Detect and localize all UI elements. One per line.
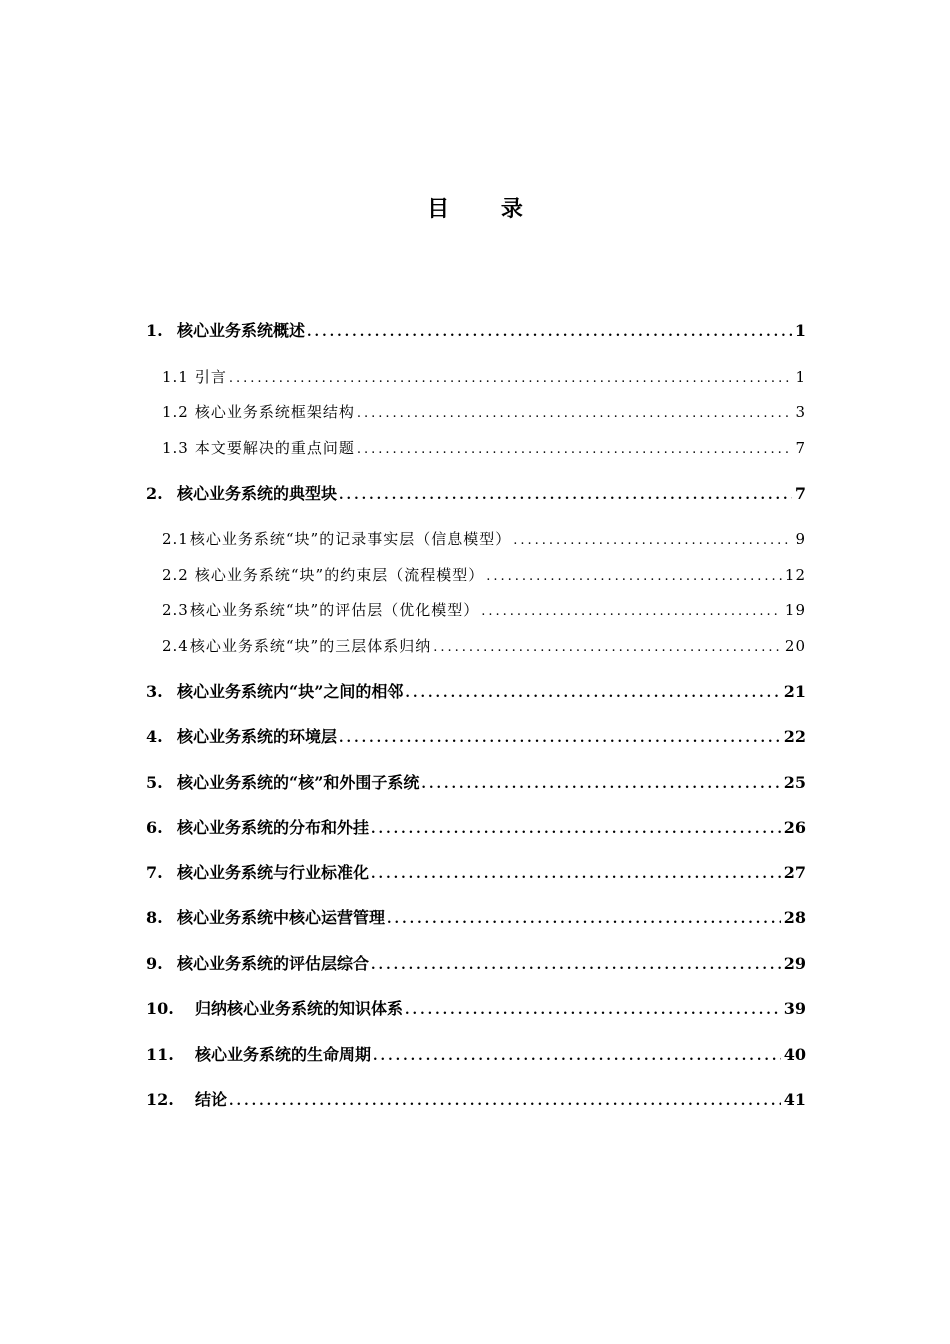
toc-entry-number: 2.1 — [162, 530, 189, 548]
toc-dot-leader — [357, 402, 793, 426]
toc-entry-title: 核心业务系统与行业标准化 — [177, 863, 370, 882]
toc-entry[interactable] — [146, 680, 806, 704]
toc-entry-number: 2. — [146, 484, 163, 503]
toc-entry-title: 核心业务系统“块”的记录事实层（信息模型） — [189, 530, 512, 548]
toc-entry[interactable] — [146, 771, 806, 795]
toc-entry-title: 核心业务系统的生命周期 — [195, 1045, 372, 1064]
toc-entry-title: 本文要解决的重点问题 — [194, 439, 355, 457]
toc-entry-page: 22 — [783, 727, 806, 746]
toc-dot-leader — [405, 682, 780, 706]
toc-entry[interactable] — [146, 997, 806, 1021]
toc-entry[interactable] — [146, 319, 806, 343]
toc-entry-number: 2.2 — [162, 566, 189, 584]
toc-entry[interactable] — [146, 725, 806, 749]
page-title: 目 录 — [427, 196, 545, 222]
toc-entry-page: 20 — [784, 637, 806, 655]
toc-entry-title: 核心业务系统的环境层 — [177, 727, 338, 746]
toc-dot-leader — [371, 954, 781, 978]
toc-entry-page: 21 — [783, 682, 806, 701]
toc-entry-page: 7 — [794, 484, 806, 503]
toc-entry-title: 结论 — [195, 1090, 228, 1109]
toc-entry-number: 2.3 — [162, 601, 189, 619]
toc-entry[interactable] — [146, 952, 806, 976]
toc-subentry[interactable] — [162, 634, 806, 658]
toc-entry-number: 3. — [146, 682, 163, 701]
toc-dot-leader — [229, 367, 793, 391]
toc-entry-number: 1.2 — [162, 403, 189, 421]
toc-entry-title: 核心业务系统的“核”和外围子系统 — [177, 773, 420, 792]
toc-entry-number: 1.3 — [162, 439, 189, 457]
toc-entry-number: 1. — [146, 321, 163, 340]
toc-dot-leader — [387, 908, 781, 932]
toc-subentry[interactable] — [162, 563, 806, 587]
toc-entry-number: 11. — [146, 1045, 174, 1064]
toc-dot-leader — [513, 529, 792, 553]
toc-subentry[interactable] — [162, 527, 806, 551]
toc-entry-page: 27 — [783, 863, 806, 882]
toc-dot-leader — [229, 1090, 781, 1114]
toc-entry-title: 归纳核心业务系统的知识体系 — [195, 999, 404, 1018]
toc-entry-number: 5. — [146, 773, 163, 792]
toc-entry-page: 26 — [783, 818, 806, 837]
toc-entry-number: 6. — [146, 818, 163, 837]
toc-entry-title: 引言 — [194, 368, 227, 386]
toc-dot-leader — [371, 818, 781, 842]
toc-dot-leader — [421, 773, 780, 797]
toc-entry-number: 10. — [146, 999, 174, 1018]
toc-entry-title: 核心业务系统的评估层综合 — [177, 954, 370, 973]
toc-entry-page: 1 — [794, 321, 806, 340]
toc-entry-number: 2.4 — [162, 637, 189, 655]
toc-entry-number: 9. — [146, 954, 163, 973]
toc-entry-number: 1.1 — [162, 368, 189, 386]
toc-entry[interactable] — [146, 816, 806, 840]
toc-entry-page: 25 — [783, 773, 806, 792]
toc-entry[interactable] — [146, 1043, 806, 1067]
toc-entry-page: 28 — [783, 908, 806, 927]
toc-dot-leader — [481, 600, 782, 624]
toc-entry-title: 核心业务系统的分布和外挂 — [177, 818, 370, 837]
toc-entry-number: 8. — [146, 908, 163, 927]
toc-entry-title: 核心业务系统框架结构 — [194, 403, 355, 421]
toc-subentry[interactable] — [162, 598, 806, 622]
toc-subentry[interactable] — [162, 400, 806, 424]
toc-dot-leader — [371, 863, 781, 887]
toc-entry-title: 核心业务系统“块”的三层体系归纳 — [189, 637, 432, 655]
toc-entry-title: 核心业务系统内“块”之间的相邻 — [177, 682, 404, 701]
toc-subentry[interactable] — [162, 436, 806, 460]
toc-entry[interactable] — [146, 906, 806, 930]
toc-entry[interactable] — [146, 1088, 806, 1112]
toc-entry-page: 3 — [795, 403, 806, 421]
toc-entry-page: 1 — [795, 368, 806, 386]
toc-entry-number: 4. — [146, 727, 163, 746]
toc-entry-title: 核心业务系统概述 — [177, 321, 306, 340]
toc-entry-number: 12. — [146, 1090, 174, 1109]
toc-entry[interactable] — [146, 861, 806, 885]
toc-entry-page: 40 — [783, 1045, 806, 1064]
toc-dot-leader — [405, 999, 781, 1023]
toc-dot-leader — [339, 484, 792, 508]
toc-entry-page: 7 — [795, 439, 806, 457]
toc-entry[interactable] — [146, 482, 806, 506]
toc-dot-leader — [307, 321, 792, 345]
toc-entry-title: 核心业务系统中核心运营管理 — [177, 908, 386, 927]
toc-dot-leader — [433, 636, 782, 660]
toc-dot-leader — [339, 727, 781, 751]
toc-entry-page: 12 — [784, 566, 806, 584]
toc-entry-title: 核心业务系统“块”的约束层（流程模型） — [194, 566, 485, 584]
toc-dot-leader — [486, 565, 782, 589]
toc-entry-page: 9 — [795, 530, 806, 548]
toc-subentry[interactable] — [162, 365, 806, 389]
toc-entry-page: 29 — [783, 954, 806, 973]
toc-entry-number: 7. — [146, 863, 163, 882]
toc-dot-leader — [357, 438, 793, 462]
toc-entry-title: 核心业务系统的典型块 — [177, 484, 338, 503]
toc-dot-leader — [373, 1045, 781, 1069]
toc-entry-page: 19 — [784, 601, 806, 619]
toc-entry-page: 39 — [783, 999, 806, 1018]
toc-entry-title: 核心业务系统“块”的评估层（优化模型） — [189, 601, 480, 619]
toc-entry-page: 41 — [783, 1090, 806, 1109]
